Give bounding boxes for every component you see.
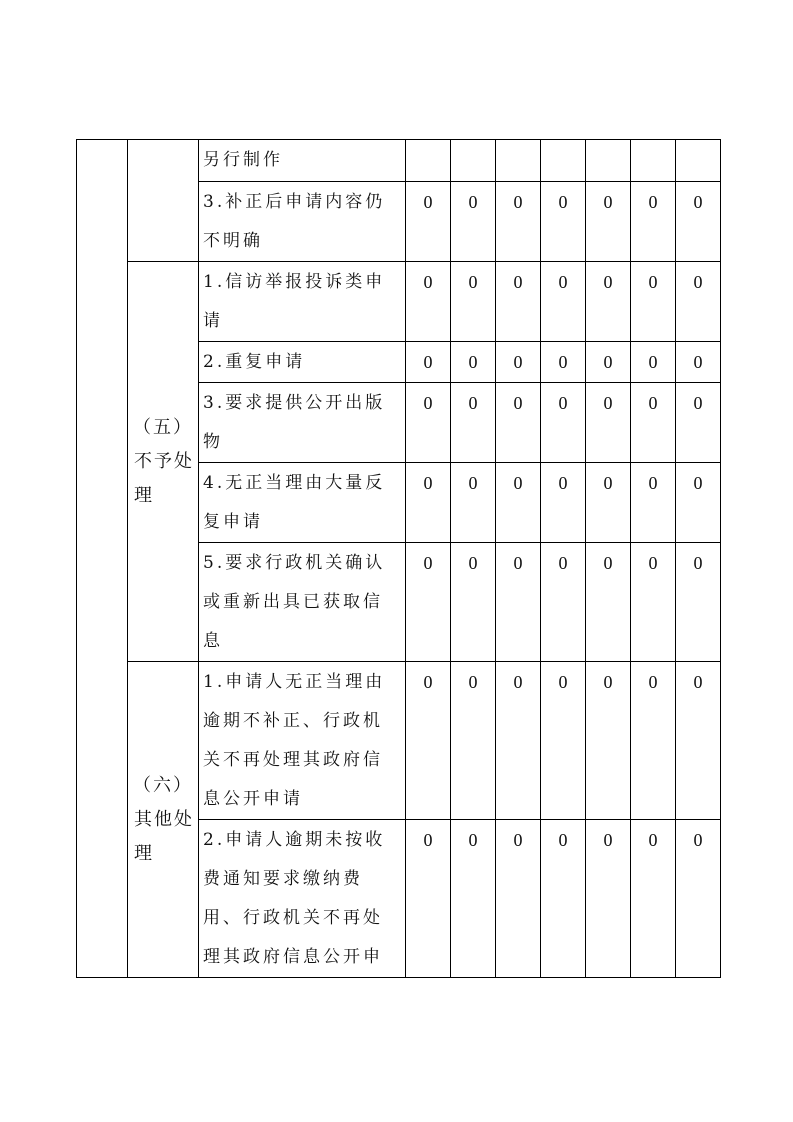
row-description: 1.信访举报投诉类申请 xyxy=(199,262,406,342)
value-cell: 0 xyxy=(631,182,676,262)
value-cell: 0 xyxy=(631,342,676,383)
value-cell: 0 xyxy=(406,463,451,543)
table-row xyxy=(77,662,721,820)
value-cell: 0 xyxy=(541,543,586,662)
row-description: 4.无正当理由大量反复申请 xyxy=(199,463,406,543)
category-no-processing xyxy=(128,262,199,662)
row-description: 2.申请人逾期未按收费通知要求缴纳费用、行政机关不再处理其政府信息公开申 xyxy=(199,820,406,978)
value-cell: 0 xyxy=(631,463,676,543)
value-cell: 0 xyxy=(676,463,721,543)
table-row xyxy=(77,140,721,182)
disclosure-statistics-table xyxy=(76,139,721,978)
value-cell: 0 xyxy=(451,662,496,820)
value-cell: 0 xyxy=(451,463,496,543)
value-cell: 0 xyxy=(541,342,586,383)
value-cell: 0 xyxy=(541,262,586,342)
value-cell: 0 xyxy=(496,543,541,662)
value-cell: 0 xyxy=(676,383,721,463)
value-cell: 0 xyxy=(496,820,541,978)
value-cell: 0 xyxy=(676,662,721,820)
value-cell: 0 xyxy=(676,262,721,342)
row-description: 3.要求提供公开出版物 xyxy=(199,383,406,463)
value-cell: 0 xyxy=(676,342,721,383)
value-cell: 0 xyxy=(406,262,451,342)
category-other-processing xyxy=(128,662,199,978)
value-cell xyxy=(541,140,586,182)
value-cell: 0 xyxy=(406,662,451,820)
value-cell xyxy=(496,140,541,182)
row-description: 5.要求行政机关确认或重新出具已获取信息 xyxy=(199,543,406,662)
value-cell: 0 xyxy=(496,182,541,262)
value-cell: 0 xyxy=(631,262,676,342)
row-description: 3.补正后申请内容仍不明确 xyxy=(199,182,406,262)
value-cell: 0 xyxy=(631,662,676,820)
value-cell: 0 xyxy=(406,820,451,978)
value-cell: 0 xyxy=(451,383,496,463)
category-label: （五） xyxy=(133,416,193,438)
value-cell: 0 xyxy=(406,383,451,463)
value-cell: 0 xyxy=(451,342,496,383)
category-label: （六） xyxy=(133,774,193,796)
value-cell: 0 xyxy=(451,262,496,342)
value-cell: 0 xyxy=(541,182,586,262)
value-cell xyxy=(451,140,496,182)
value-cell: 0 xyxy=(451,543,496,662)
value-cell: 0 xyxy=(496,463,541,543)
value-cell: 0 xyxy=(676,543,721,662)
value-cell xyxy=(631,140,676,182)
value-cell: 0 xyxy=(406,182,451,262)
value-cell: 0 xyxy=(406,543,451,662)
value-cell: 0 xyxy=(586,463,631,543)
category-name: 其他处理 xyxy=(134,808,194,864)
outer-category-cell xyxy=(77,140,128,978)
value-cell xyxy=(586,140,631,182)
row-description: 1.申请人无正当理由逾期不补正、行政机关不再处理其政府信息公开申请 xyxy=(199,662,406,820)
table-row xyxy=(77,262,721,342)
value-cell: 0 xyxy=(586,182,631,262)
value-cell: 0 xyxy=(586,342,631,383)
value-cell xyxy=(676,140,721,182)
value-cell: 0 xyxy=(541,463,586,543)
value-cell: 0 xyxy=(631,383,676,463)
value-cell: 0 xyxy=(676,182,721,262)
value-cell: 0 xyxy=(586,383,631,463)
value-cell: 0 xyxy=(676,820,721,978)
value-cell: 0 xyxy=(496,662,541,820)
value-cell: 0 xyxy=(496,383,541,463)
value-cell: 0 xyxy=(631,820,676,978)
value-cell xyxy=(406,140,451,182)
row-description: 另行制作 xyxy=(199,140,406,182)
value-cell: 0 xyxy=(541,662,586,820)
value-cell: 0 xyxy=(496,262,541,342)
category-name: 不予处理 xyxy=(134,450,194,506)
value-cell: 0 xyxy=(496,342,541,383)
value-cell: 0 xyxy=(586,543,631,662)
sub-category-cell xyxy=(128,140,199,262)
value-cell: 0 xyxy=(586,820,631,978)
value-cell: 0 xyxy=(541,820,586,978)
statistics-table xyxy=(76,139,721,978)
value-cell: 0 xyxy=(406,342,451,383)
value-cell: 0 xyxy=(586,662,631,820)
value-cell: 0 xyxy=(541,383,586,463)
value-cell: 0 xyxy=(451,182,496,262)
row-description: 2.重复申请 xyxy=(199,342,406,383)
value-cell: 0 xyxy=(451,820,496,978)
value-cell: 0 xyxy=(586,262,631,342)
value-cell: 0 xyxy=(631,543,676,662)
